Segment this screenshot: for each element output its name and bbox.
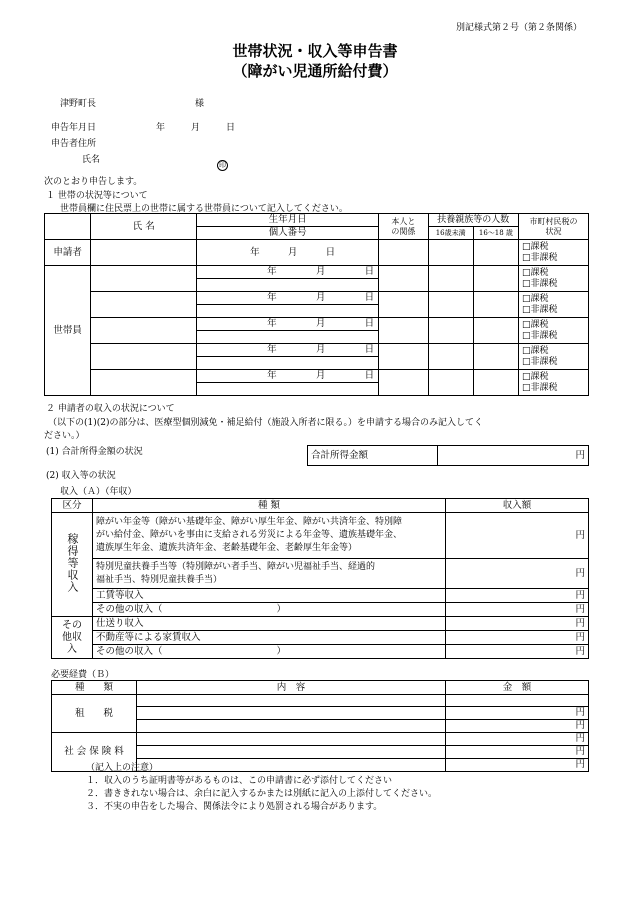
applicant-row-label: 申請者	[45, 240, 91, 266]
member-birth-cell[interactable]: 年 月 日	[197, 370, 379, 383]
member-relation-cell[interactable]	[379, 344, 428, 370]
si-content-3[interactable]	[137, 759, 446, 772]
member-birth-cell[interactable]: 年 月 日	[197, 292, 379, 305]
note-item-1: １．収入のうち証明書等があるものは、この申請書に必ず添付してください	[86, 776, 393, 786]
pension-amount[interactable]: 円	[446, 513, 589, 559]
hdr-16-18: 16～18 歳	[473, 227, 518, 240]
member-under16-cell[interactable]	[428, 266, 473, 292]
section1-note: 世帯員欄に住民票上の世帯に属する世帯員について記入してください。	[60, 204, 348, 214]
pension-row: 障がい年金等（障がい基礎年金、障がい厚生年金、障がい共済年金、特別障 がい給付金、障がいを事由に支給される労災による年金等、遺族基礎年金、 遺族厚生年金、遺族共済年金、老齢基礎年金、老齢厚生年金等）	[93, 513, 446, 559]
allowance-amount[interactable]: 円	[446, 559, 589, 589]
tax-amount-1[interactable]: 円	[446, 707, 589, 720]
section1-heading: １ 世帯の状況等について	[46, 191, 148, 201]
page-title: 世帯状況・収入等申告書	[232, 42, 398, 60]
wage-row: 工賃等収入	[93, 589, 446, 603]
form-number: 別記様式第２号（第２条関係）	[455, 23, 582, 33]
applicant-tax-cell[interactable]: □課税 □非課税	[519, 240, 589, 266]
member-under16-cell[interactable]	[428, 344, 473, 370]
page-subtitle: （障がい児通所給付費）	[232, 62, 398, 80]
member-16-18-cell[interactable]	[473, 292, 518, 318]
hdr-dependents: 扶養親族等の人数	[428, 214, 518, 227]
member-birth-cell[interactable]: 年 月 日	[197, 318, 379, 331]
member-tax-cell[interactable]: □課税 □非課税	[519, 266, 589, 292]
si-content-2[interactable]	[137, 746, 446, 759]
seal-mark	[217, 152, 228, 171]
member-tax-cell[interactable]: □課税 □非課税	[519, 292, 589, 318]
si-amount-3[interactable]: 円	[446, 759, 589, 772]
member-name-cell[interactable]	[91, 344, 197, 370]
member-name-cell[interactable]	[91, 292, 197, 318]
hdr-birth: 生年月日	[197, 214, 379, 227]
member-tax-cell[interactable]: □課税 □非課税	[519, 344, 589, 370]
member-16-18-cell[interactable]	[473, 344, 518, 370]
member-mynumber-cell[interactable]	[197, 331, 379, 344]
member-name-cell[interactable]	[91, 266, 197, 292]
notes-heading: （記入上の注意）	[86, 763, 159, 773]
si-content-1[interactable]	[137, 733, 446, 746]
member-16-18-cell[interactable]	[473, 318, 518, 344]
total-income-value[interactable]: 円	[438, 446, 589, 466]
household-table	[44, 213, 589, 396]
address-label: 申告者住所	[51, 139, 97, 149]
total-income-table	[307, 445, 589, 466]
tax-amount-0[interactable]	[446, 695, 589, 707]
other-income-amount-2[interactable]: 円	[446, 645, 589, 659]
hdr-tax: 市町村民税の 状況	[519, 214, 589, 240]
member-under16-cell[interactable]	[428, 318, 473, 344]
hdr-under16: 16歳未満	[428, 227, 473, 240]
tax-content-2[interactable]	[137, 707, 446, 720]
member-mynumber-cell[interactable]	[197, 279, 379, 292]
wage-amount[interactable]: 円	[446, 589, 589, 603]
member-name-cell[interactable]	[91, 370, 197, 396]
tax-label: 租 税	[52, 695, 137, 733]
exp-col-amount: 金 額	[446, 681, 589, 695]
section2-heading: ２ 申請者の収入の状況について	[46, 404, 175, 414]
member-relation-cell[interactable]	[379, 318, 428, 344]
hdr-relation: 本人と の関係	[379, 214, 428, 240]
exp-col-content: 内 容	[137, 681, 446, 695]
date-label: 申告年月日	[51, 123, 97, 133]
rent-row: 不動産等による家賃収入	[93, 631, 446, 645]
col-category: 区分	[52, 499, 93, 513]
date-year: 年	[156, 123, 166, 133]
applicant-under16-cell[interactable]	[428, 240, 473, 266]
tax-amount-2[interactable]: 円	[446, 720, 589, 733]
hdr-mynumber: 個人番号	[197, 227, 379, 240]
member-birth-cell[interactable]: 年 月 日	[197, 344, 379, 357]
exp-col-type: 種 類	[52, 681, 137, 695]
mayor-label: 津野町長	[60, 99, 97, 109]
member-birth-cell[interactable]: 年 月 日	[197, 266, 379, 279]
other-income-row-1: その他の収入（ ）	[93, 603, 446, 617]
expenses-b-heading: 必要経費（Ｂ）	[51, 670, 115, 680]
member-tax-cell[interactable]: □課税 □非課税	[519, 370, 589, 396]
tax-content-3[interactable]	[137, 720, 446, 733]
si-amount-1[interactable]: 円	[446, 733, 589, 746]
name-label: 氏名	[82, 155, 101, 165]
member-16-18-cell[interactable]	[473, 370, 518, 396]
col-type: 種 類	[93, 499, 446, 513]
member-row-label: 世帯員	[45, 266, 91, 396]
applicant-16-18-cell[interactable]	[473, 240, 518, 266]
applicant-name-cell[interactable]	[91, 240, 197, 266]
member-relation-cell[interactable]	[379, 266, 428, 292]
subsection1-heading: (1) 合計所得金額の状況	[46, 447, 143, 457]
income-table	[51, 498, 589, 659]
member-mynumber-cell[interactable]	[197, 357, 379, 370]
other-group-label: その他収入	[52, 617, 93, 659]
applicant-relation-cell[interactable]	[379, 240, 428, 266]
applicant-birth-cell[interactable]: 年 月 日	[197, 240, 379, 266]
col-amount: 収入額	[446, 499, 589, 513]
income-a-heading: 収入（Ａ）（年収）	[60, 487, 137, 497]
member-under16-cell[interactable]	[428, 292, 473, 318]
date-month: 月	[191, 123, 201, 133]
remittance-amount[interactable]: 円	[446, 617, 589, 631]
remittance-row: 仕送り収入	[93, 617, 446, 631]
hdr-name: 氏 名	[91, 214, 197, 240]
note-item-3: ３．不実の申告をした場合、関係法令により処罰される場合があります。	[86, 802, 383, 812]
member-16-18-cell[interactable]	[473, 266, 518, 292]
tax-content-1[interactable]	[137, 695, 446, 707]
taxable-group-label: 稼得等収入	[52, 513, 93, 617]
other-income-row-2: その他の収入（ ）	[93, 645, 446, 659]
allowance-row: 特別児童扶養手当等（特別障がい者手当、障がい児福祉手当、経過的 福祉手当、特別児童扶養手当）	[93, 559, 446, 589]
total-income-label: 合計所得金額	[308, 446, 438, 466]
member-tax-cell[interactable]: □課税 □非課税	[519, 318, 589, 344]
section2-note-1: （以下の(1)(2)の部分は、医療型個別減免・補足給付（施設入所者に限る。）を申請する場合のみ記入してく	[48, 418, 483, 428]
hdr-blank	[45, 214, 91, 240]
rent-amount[interactable]: 円	[446, 631, 589, 645]
si-amount-2[interactable]: 円	[446, 746, 589, 759]
member-under16-cell[interactable]	[428, 370, 473, 396]
member-mynumber-cell[interactable]	[197, 383, 379, 396]
member-mynumber-cell[interactable]	[197, 305, 379, 318]
note-item-2: ２．書ききれない場合は、余白に記入するかまたは別紙に記入の上添付してください。	[86, 789, 438, 799]
seal-icon: 印	[219, 161, 226, 169]
other-income-amount-1[interactable]: 円	[446, 603, 589, 617]
member-relation-cell[interactable]	[379, 292, 428, 318]
intro-text: 次のとおり申告します。	[44, 177, 143, 187]
subsection2-heading: (2) 収入等の状況	[46, 471, 116, 481]
social-insurance-label: 社 会 保 険 料	[52, 733, 137, 772]
sama-label: 様	[195, 99, 205, 109]
member-relation-cell[interactable]	[379, 370, 428, 396]
section2-note-2: ださい。）	[44, 431, 85, 441]
expenses-table	[51, 680, 589, 772]
date-day: 日	[226, 123, 236, 133]
member-name-cell[interactable]	[91, 318, 197, 344]
